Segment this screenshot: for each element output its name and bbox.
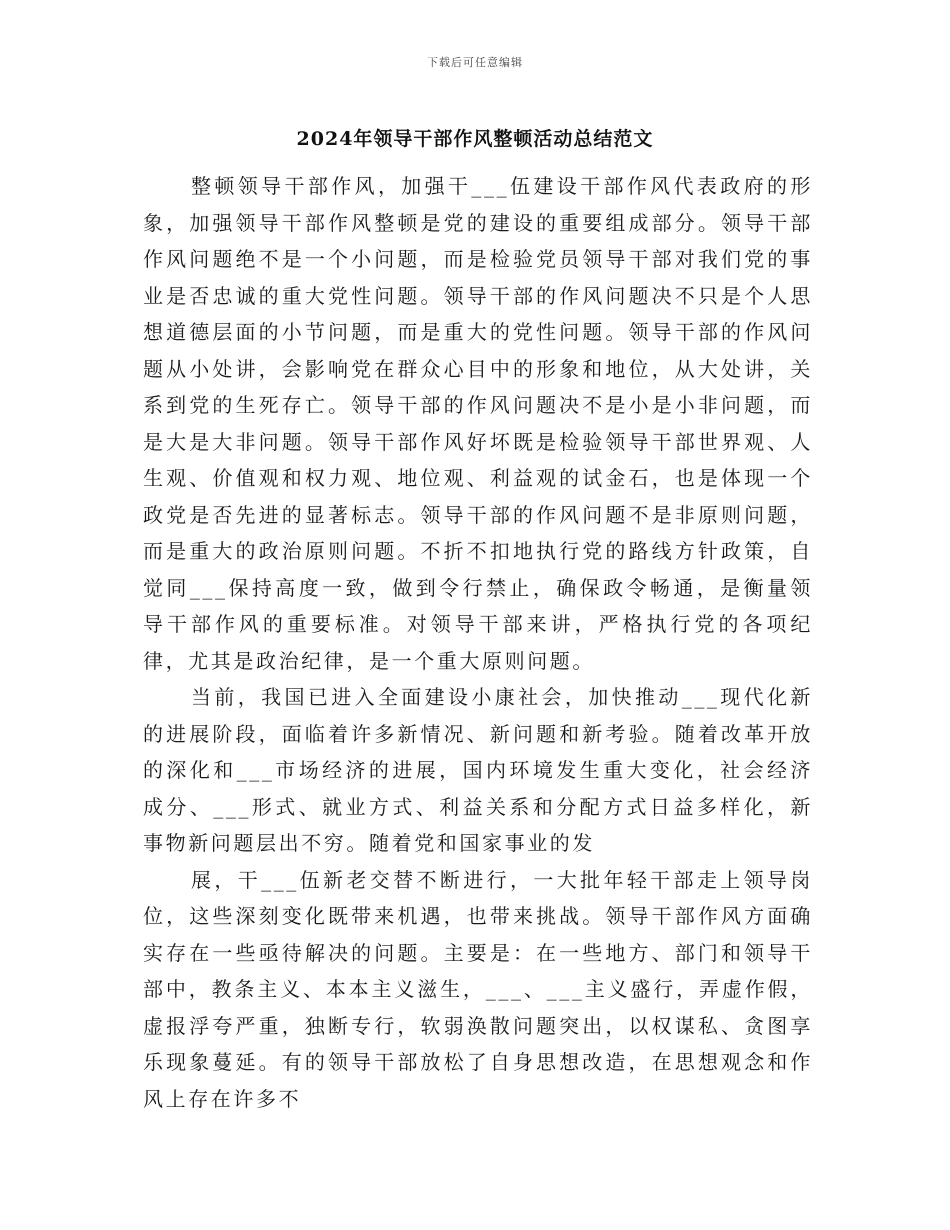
paragraph: 整顿领导干部作风，加强干___伍建设干部作风代表政府的形象，加强领导干部作风整顿是党的建设的重要组成部分。领导干部作风问题绝不是一个小问题，而是检验党员领导干部对我们党的事业是否忠诚的重大党性问题。领导干部的作风问题决不只是个人思想道德层面的小节问题，而是重大的党性问题。领导干部的作风问题从小处讲，会影响党在群众心目中的形象和地位，从大处讲，关系到党的生死存亡。领导干部的作风问题决不是小是小非问题，而是大是大非问题。领导干部作风好坏既是检验领导干部世界观、人生观、价值观和权力观、地位观、利益观的试金石，也是体现一个政党是否先进的显著标志。领导干部的作风问题不是非原则问题，而是重大的政治原则问题。不折不扣地执行党的路线方针政策，自觉同___保持高度一致，做到令行禁止，确保政令畅通，是衡量领导干部作风的重要标准。对领导干部来讲，严格执行党的各项纪律，尤其是政治纪律，是一个重大原则问题。 — [143, 174, 813, 673]
paragraph: 展，干___伍新老交替不断进行，一大批年轻干部走上领导岗位，这些深刻变化既带来机遇，也带来挑战。领导干部作风方面确实存在一些亟待解决的问题。主要是：在一些地方、部门和领导干部中，教条主义、本本主义滋生，___、___主义盛行，弄虚作假，虚报浮夸严重，独断专行，软弱涣散问题突出，以权谋私、贪图享乐现象蔓延。有的领导干部放松了自身思想改造，在思想观念和作风上存在许多不 — [143, 867, 813, 1111]
document-title: 2024年领导干部作风整顿活动总结范文 — [296, 128, 654, 150]
paragraph: 当前，我国已进入全面建设小康社会，加快推动___现代化新的进展阶段，面临着许多新情况、新问题和新考验。随着改革开放的深化和___市场经济的进展，国内环境发生重大变化，社会经济成分、___形式、就业方式、利益关系和分配方式日益多样化，新事物新问题层出不穷。随着党和国家事业的发 — [143, 685, 813, 855]
document-body — [143, 168, 813, 1117]
page-header-note: 下载后可任意编辑 — [427, 56, 523, 69]
